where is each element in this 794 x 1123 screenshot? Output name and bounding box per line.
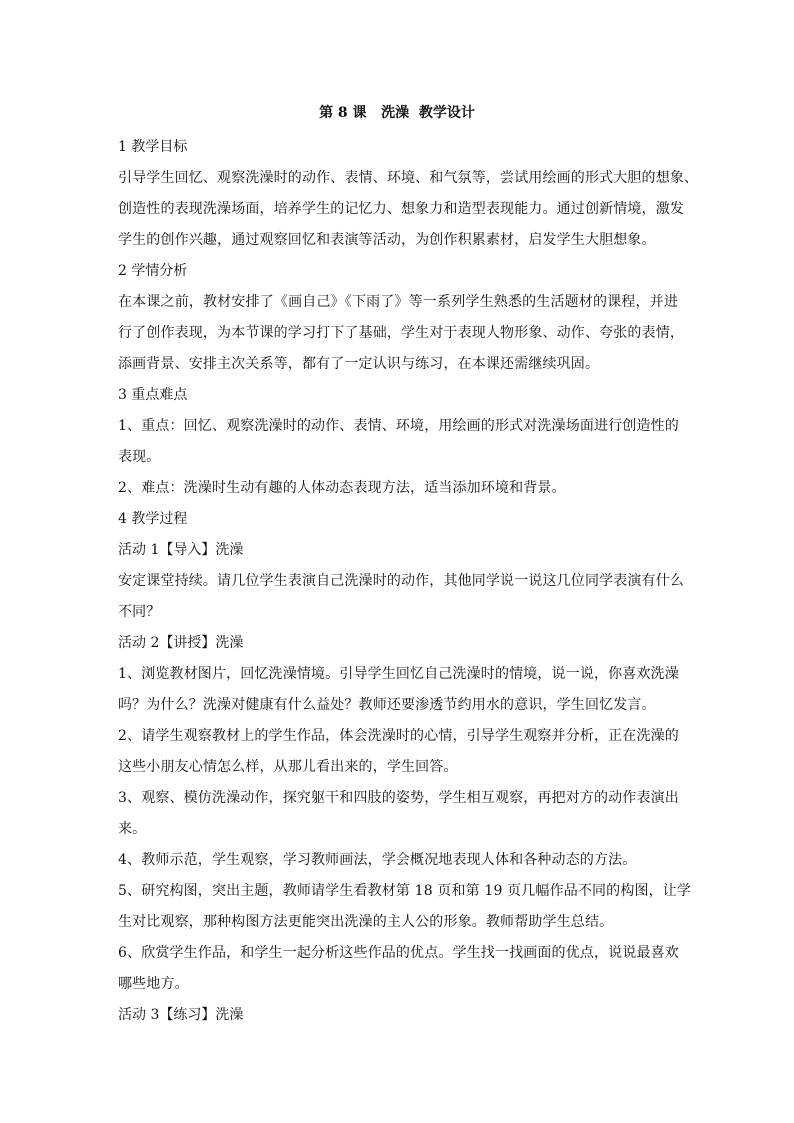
paragraph-line: 不同？ [118, 604, 161, 620]
paragraph-line: 1、浏览教材图片，回忆洗澡情境。引导学生回忆自己洗澡时的情境，说一说，你喜欢洗澡 [118, 666, 679, 682]
document-title: 第 8 课 洗澡 教学设计 [319, 105, 475, 121]
section-heading-analysis: 2 学情分析 [118, 263, 188, 279]
paragraph-line: 哪些地方。 [118, 976, 189, 992]
section-heading-goal: 1 教学目标 [118, 139, 188, 155]
paragraph-line: 添画背景、安排主次关系等，都有了一定认识与练习，在本课还需继续巩固。 [118, 356, 600, 372]
paragraph-line: 表现。 [118, 449, 161, 465]
paragraph-line: 引导学生回忆、观察洗澡时的动作、表情、环境、和气氛等，尝试用绘画的形式大胆的想象、 [118, 170, 699, 186]
activity-heading-1: 活动 1【导入】洗澡 [118, 542, 244, 558]
paragraph-line: 吗？为什么？洗澡对健康有什么益处？教师还要渗透节约用水的意识，学生回忆发言。 [118, 697, 656, 713]
paragraph-line: 创造性的表现洗澡场面，培养学生的记忆力、想象力和造型表现能力。通过创新情境，激发 [118, 201, 684, 217]
paragraph-line: 这些小朋友心情怎么样，从那儿看出来的，学生回答。 [118, 759, 458, 775]
activity-heading-3: 活动 3【练习】洗澡 [118, 1007, 244, 1023]
paragraph-line: 5、研究构图，突出主题，教师请学生看教材第 18 页和第 19 页几幅作品不同的构图，让学 [118, 883, 692, 899]
paragraph-line: 2、请学生观察教材上的学生作品，体会洗澡时的心情，引导学生观察并分析，正在洗澡的 [118, 728, 679, 744]
paragraph-line: 4、教师示范，学生观察，学习教师画法，学会概况地表现人体和各种动态的方法。 [118, 852, 637, 868]
paragraph-line: 2、难点：洗澡时生动有趣的人体动态表现方法，适当添加环境和背景。 [118, 480, 566, 496]
paragraph-line: 6、欣赏学生作品，和学生一起分析这些作品的优点。学生找一找画面的优点，说说最喜欢 [118, 945, 679, 961]
paragraph-line: 安定课堂持续。请几位学生表演自己洗澡时的动作，其他同学说一说这几位同学表演有什么 [118, 573, 684, 589]
paragraph-line: 学生的创作兴趣，通过观察回忆和表演等活动，为创作积累素材，启发学生大胆想象。 [118, 232, 656, 248]
paragraph-line: 1、重点：回忆、观察洗澡时的动作、表情、环境，用绘画的形式对洗澡场面进行创造性的 [118, 418, 679, 434]
paragraph-line: 3、观察、模仿洗澡动作，探究躯干和四肢的姿势，学生相互观察，再把对方的动作表演出 [118, 790, 679, 806]
paragraph-line: 生对比观察，那种构图方法更能突出洗澡的主人公的形象。教师帮助学生总结。 [118, 914, 614, 930]
paragraph-line: 在本课之前，教材安排了《画自己》《下雨了》等一系列学生熟悉的生活题材的课程，并进 [118, 294, 678, 310]
document-body [118, 132, 699, 1031]
paragraph-line: 行了创作表现，为本节课的学习打下了基础，学生对于表现人物形象、动作、夸张的表情， [118, 325, 684, 341]
section-heading-key-points: 3 重点难点 [118, 387, 188, 403]
activity-heading-2: 活动 2【讲授】洗澡 [118, 635, 244, 651]
section-heading-process: 4 教学过程 [118, 511, 188, 527]
paragraph-line: 来。 [118, 821, 147, 837]
